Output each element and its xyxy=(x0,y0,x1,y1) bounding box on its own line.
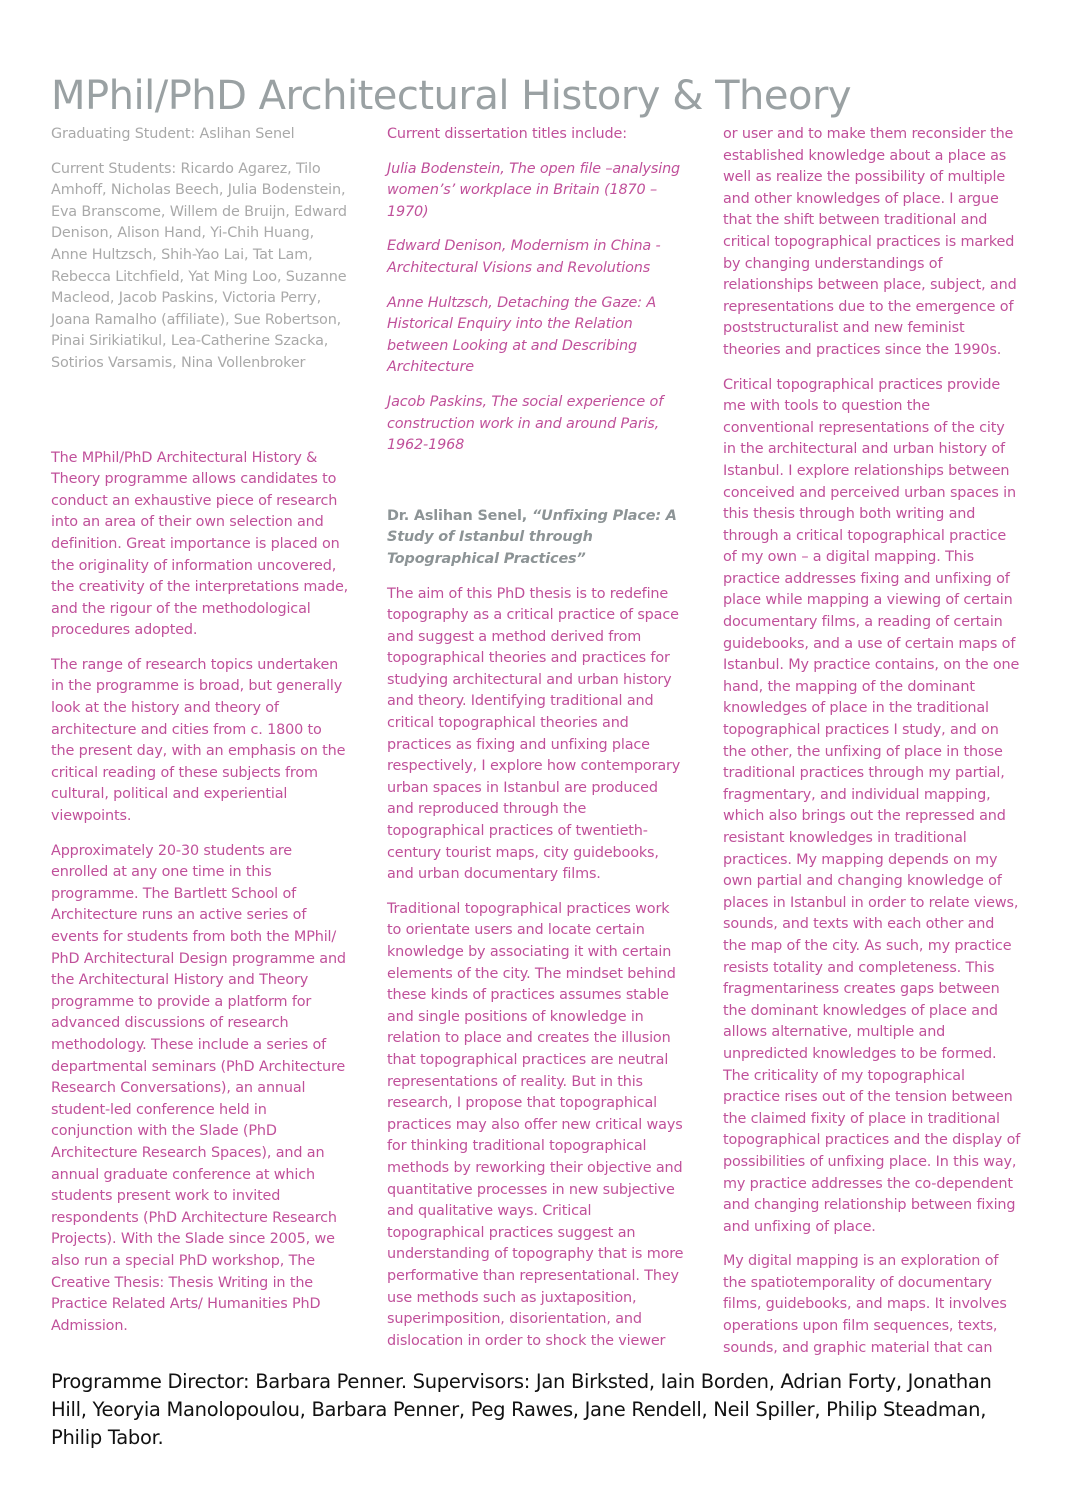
thesis-paragraph: Critical topographical practices provide me with tools to question the conventional representations of the city in the architectural and urban history of Istanbul. I explore relationships between conceived and perceived urban spaces in this thesis through both writing and through a critical topographical practice of my own – a digital mapping. This practice addresses fixing and unfixing of place while mapping a viewing of certain documentary films, a reading of certain guidebooks, and a use of certain maps of Istanbul. My practice contains, on the one hand, the mapping of the dominant knowledges of place in the traditional topographical practices I study, and on the other, the unfixing of place in those traditional practices through my partial, fragmentary, and individual mapping, which also brings out the repressed and resistant knowledges in traditional practices. My mapping depends on my own partial and changing knowledge of places in Istanbul in order to relate views, sounds, and texts with each other and the map of the city. As such, my practice resists totality and completeness. This fragmentariness creates gaps between the dominant knowledges of place and allows alternative, multiple and unpredicted knowledges to be formed. The criticality of my topographical practice rises out of the tension between the claimed fixity of place in traditional topographical practices and the display of possibilities of unfixing place. In this way, my practice addresses the co-dependent and changing relationship between fixing and unfixing of place. xyxy=(723,376,1021,1235)
thesis-paragraph: My digital mapping is an exploration of the spatiotemporality of documentary films, guidebooks, and maps. It involves operations upon film sequences, texts, sounds, and graphic material that can xyxy=(723,1253,1007,1356)
graduating-student: Graduating Student: Aslihan Senel xyxy=(51,126,295,142)
dissertation-title: Julia Bodenstein, The open file –analysing women’s’ workplace in Britain (1870 –1970) xyxy=(387,160,681,220)
dissertation-title: Edward Denison, Modernism in China - Architectural Visions and Revolutions xyxy=(387,238,661,276)
thesis-paragraph: Traditional topographical practices work to orientate users and locate certain knowledge by associating it with certain elements of the city. The mindset behind these kinds of practices assumes stable and single positions of knowledge in relation to place and creates the illusion that topographical practices are neutral representations of reality. But in this research, I propose that topographical practices may also offer new critical ways for thinking traditional topographical methods by reworking their objective and quantitative processes in new subjective and qualitative ways. Critical topographical practices suggest an understanding of topography that is more performative than representational. They use methods such as juxtaposition, superimposition, disorientation, and dislocation in order to shock the viewer xyxy=(387,900,684,1349)
thesis-paragraph: or user and to make them reconsider the established knowledge about a place as well as realize the possibility of multiple and other knowledges of place. I argue that the shift between traditional and critical topographical practices is marked by changing understandings of relationships between place, subject, and representations due to the emergence of poststructuralist and new feminist theories and practices since the 1990s. xyxy=(723,126,1017,358)
page-title: MPhil/PhD Architectural History & Theory xyxy=(51,72,852,119)
thesis-heading xyxy=(387,506,685,571)
dissertation-title: Jacob Paskins, The social experience of construction work in and around Paris, 1962-1968 xyxy=(387,393,664,454)
current-students: Current Students: Ricardo Agarez, Tilo Amhoff, Nicholas Beech, Julia Bodenstein, Eva Branscome, Willem de Bruijn, Edward Denison, Alison Hand, Yi-Chih Huang, Anne Hultzsch, Shih-Yao Lai, Tat Lam, Rebecca Litchfield, Yat Ming Loo, Suzanne Macleod, Jacob Paskins, Victoria Perry, Joana Ramalho (affiliate), Sue Robertson, Pinai Sirikiatikul, Lea-Catherine Szacka, Sotirios Varsamis, Nina Vollenbroker xyxy=(51,160,347,371)
spacer xyxy=(387,470,685,506)
middle-column xyxy=(387,124,685,1365)
right-column xyxy=(723,124,1021,1372)
dissertation-titles-intro: Current dissertation titles include: xyxy=(387,126,627,142)
spacer xyxy=(51,388,349,448)
programme-intro: The MPhil/PhD Architectural History & Theory programme allows candidates to conduct an exhaustive piece of research into an area of their own selection and definition. Great importance is placed on the originality of information uncovered, the creativity of the interpretations made, and the rigour of the methodological procedures adopted. xyxy=(51,449,349,639)
research-topics: The range of research topics undertaken in the programme is broad, but generally look at the history and theory of architecture and cities from c. 1800 to the present day, with an emphasis on the critical reading of these subjects from cultural, political and experiential viewpoints. xyxy=(51,656,346,825)
dissertation-title: Anne Hultzsch, Detaching the Gaze: A Historical Enquiry into the Relation between Looking at and Describing Architecture xyxy=(387,294,657,376)
student-events: Approximately 20-30 students are enrolled at any one time in this programme. The Bartlett School of Architecture runs an active series of events for students from both the MPhil/ PhD Architectural Design programme and the Architectural History and Theory programme to provide a platform for advanced discussions of research methodology. These include a series of departmental seminars (PhD Architecture Research Conversations), an annual student-led conference held in conjunction with the Slade (PhD Architecture Research Spaces), and an annual graduate conference at which students present work to invited respondents (PhD Architecture Research Projects). With the Slade since 2005, we also run a special PhD workshop, The Creative Thesis: Thesis Writing in the Practice Related Arts/ Humanities PhD Admission. xyxy=(51,842,346,1334)
thesis-author: Dr. Aslihan Senel, xyxy=(387,507,528,524)
thesis-paragraph: The aim of this PhD thesis is to redefine topography as a critical practice of space and suggest a method derived from topographical theories and practices for studying architectural and urban history and theory. Identifying traditional and critical topographical theories and practices as fixing and unfixing place respectively, I explore how contemporary urban spaces in Istanbul are produced and reproduced through the topographical practices of twentieth-century tourist maps, city guidebooks, and urban documentary films. xyxy=(387,585,681,883)
left-column xyxy=(51,124,349,1350)
supervisors-footer: Programme Director: Barbara Penner. Supervisors: Jan Birksted, Iain Borden, Adrian Forty, Jonathan Hill, Yeoryia Manolopoulou, Barbara Penner, Peg Rawes, Jane Rendell, Neil Spiller, Philip Steadman, Philip Tabor. xyxy=(51,1370,992,1449)
thesis-title: “Unfixing Place: A Study of Istanbul through Topographical Practices” xyxy=(387,507,677,567)
